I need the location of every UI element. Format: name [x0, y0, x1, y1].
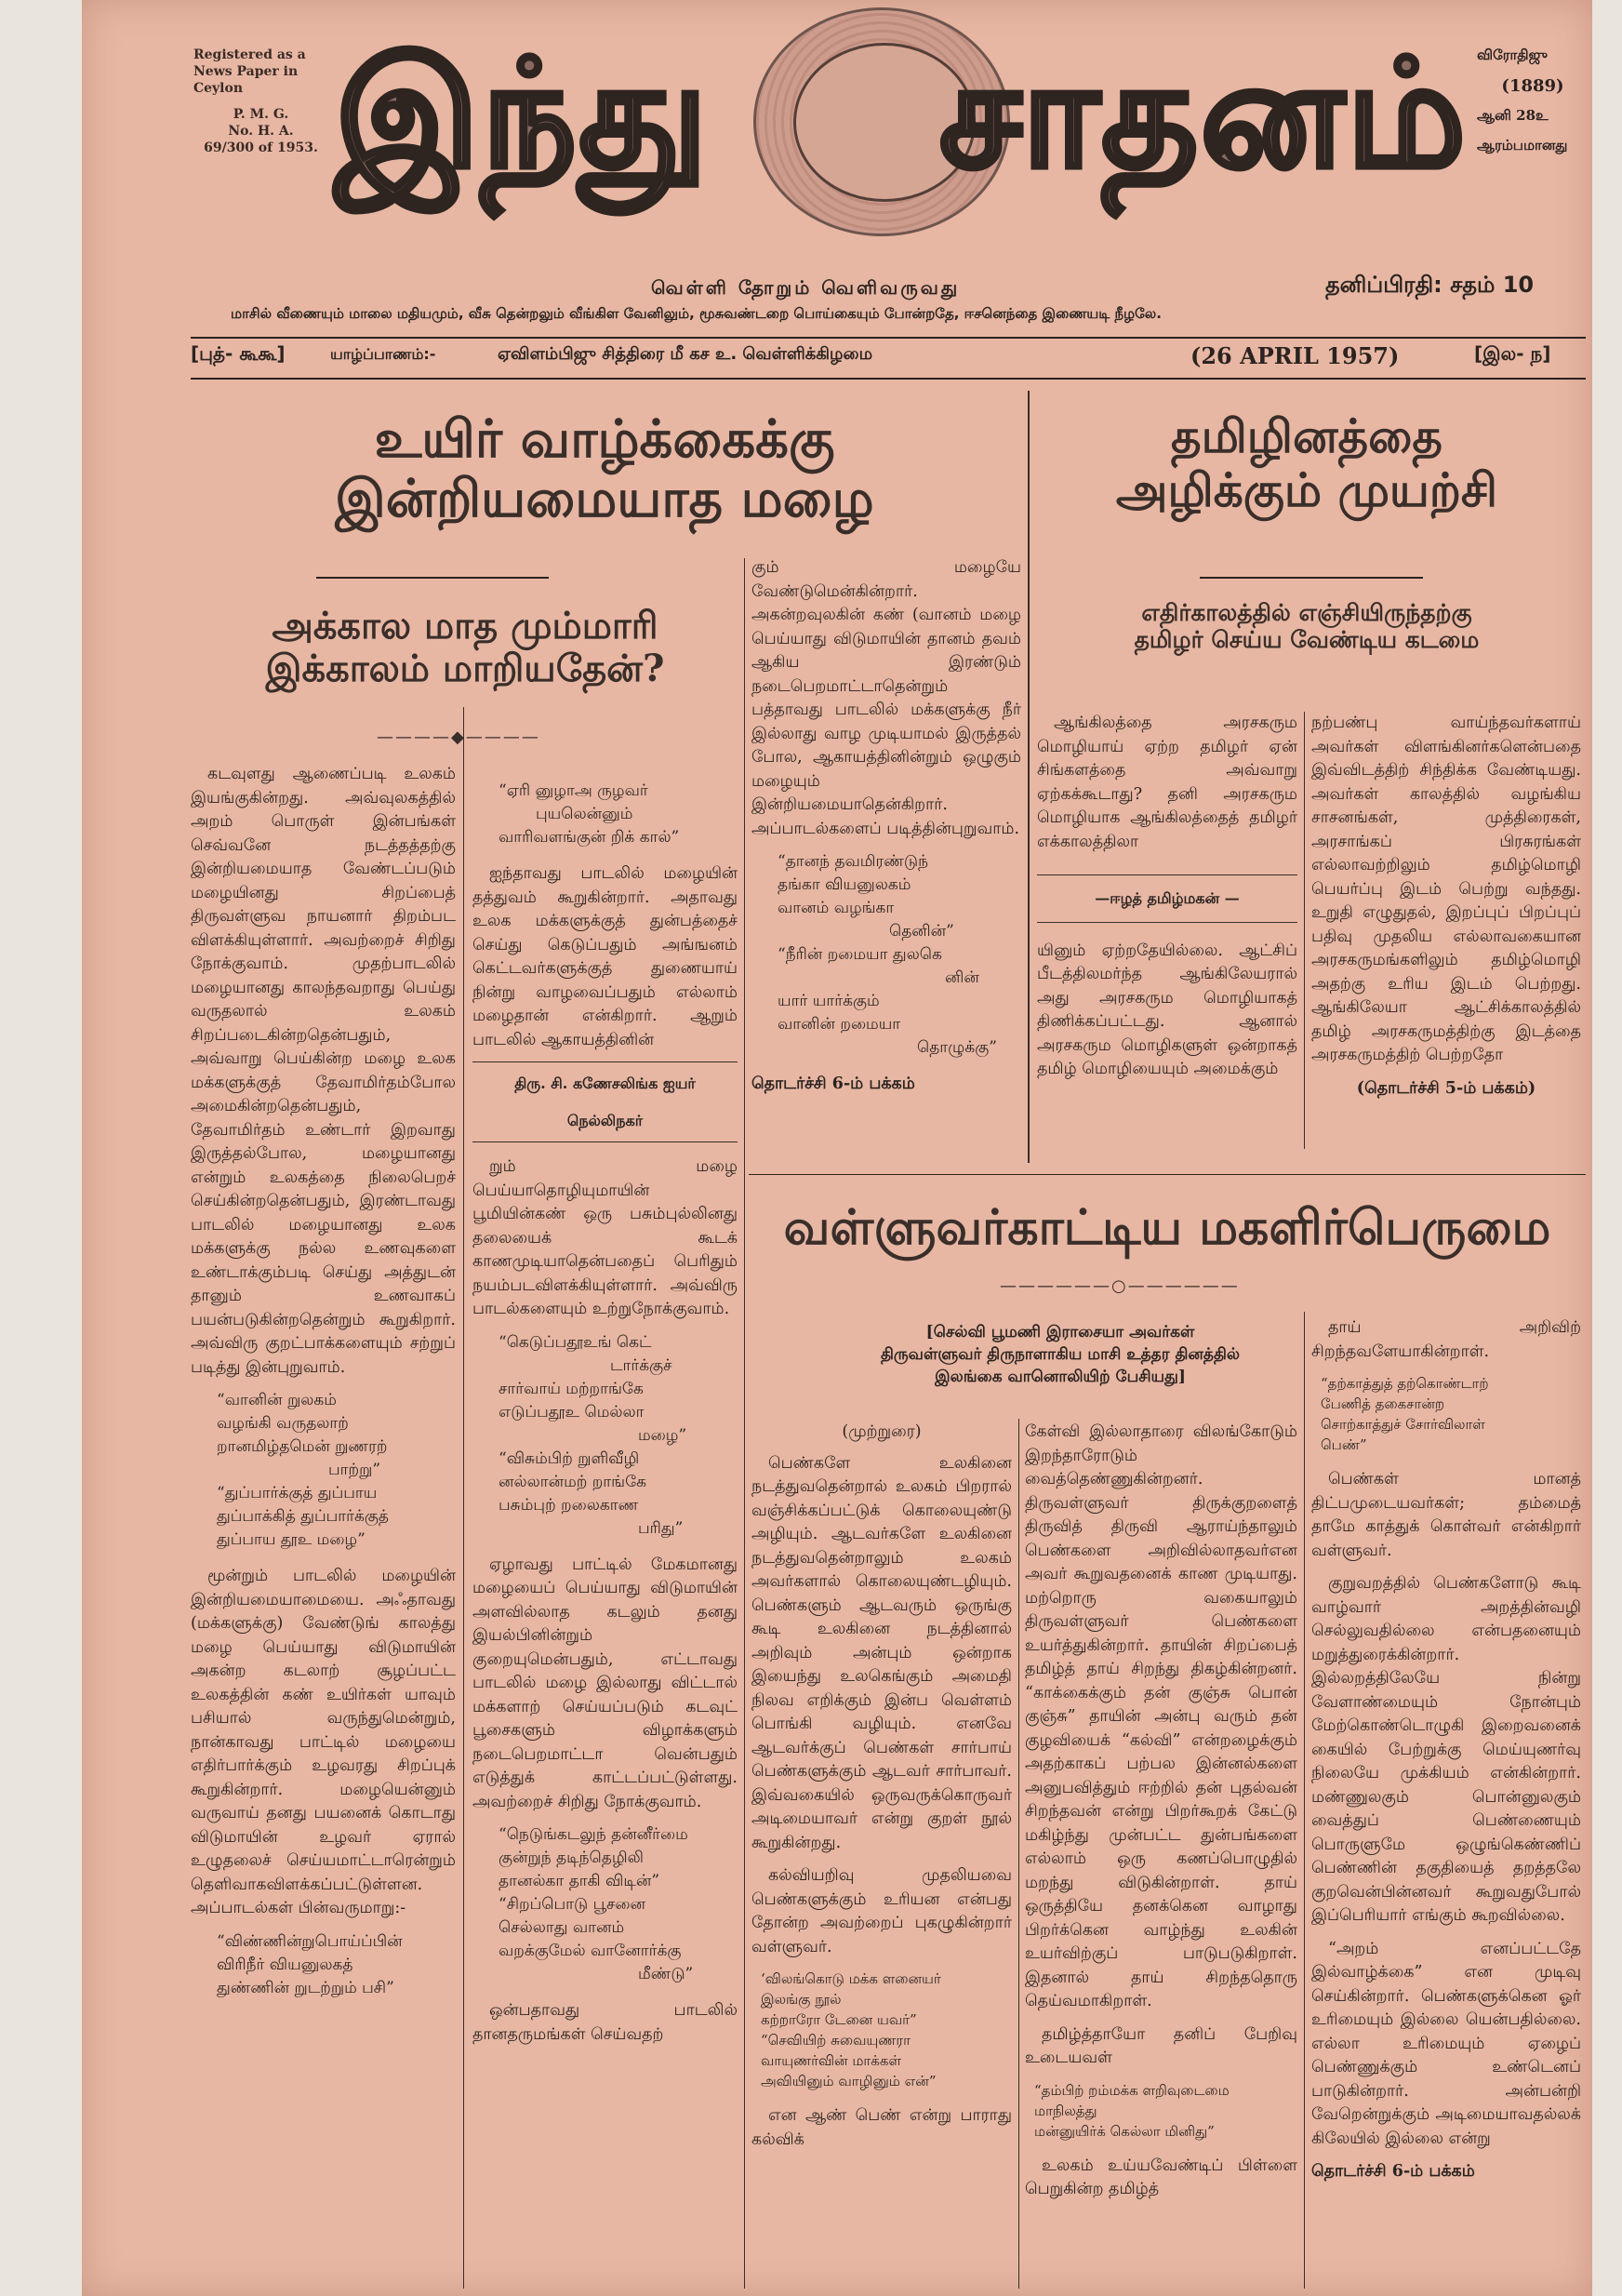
- registration-line: Registered as a: [193, 47, 306, 62]
- verse-line: னல்லான்மற் றாங்கே: [499, 1472, 647, 1491]
- article3-column3: [1311, 1316, 1581, 2184]
- author-box: [472, 1061, 738, 1142]
- verse: [472, 1331, 738, 1541]
- place: யாழ்ப்பாணம்:-: [330, 345, 436, 363]
- article3-column2: [1025, 1421, 1297, 2211]
- verse-line: “சிறப்பொடு பூசனை: [499, 1895, 645, 1914]
- verse-line: புயலென்னும்: [536, 805, 633, 823]
- masthead: [335, 7, 1469, 240]
- founding-label: ஆரம்பமானது: [1477, 137, 1568, 154]
- continued-note: தொடர்ச்சி 6-ம் பக்கம்: [751, 1075, 915, 1093]
- issue-number: [இல- ந]: [1474, 342, 1551, 365]
- continued-note: (தொடர்ச்சி 5-ம் பக்கம்): [1356, 1078, 1536, 1098]
- year-name: விரோதிஜு: [1477, 47, 1548, 63]
- verse-line: வழங்கி வருதலாற்: [217, 1414, 349, 1433]
- article3-intro: [818, 1321, 1302, 1388]
- registration-line: News Paper in: [193, 64, 299, 79]
- paragraph: ஆங்கிலத்தை அரசகரும மொழியாய் ஏற்ற தமிழர் ஏன் சிங்களத்தை அவ்வாறு ஏற்கக்கூடாது? தனி அரசகரும மொழியாக ஆங்கிலத்தைத் தமிழர் எக்காலத்திலா: [1037, 714, 1297, 851]
- verse-line: “செவியிற் சுவையுணரா: [761, 2032, 911, 2049]
- verse-line: “வானின் றுலகம்: [217, 1391, 337, 1409]
- verse-line: துப்பாக்கித் துப்பார்க்குத்: [217, 1507, 389, 1526]
- verse-line: “விண்ணின்றுபொய்ப்பின்: [217, 1931, 403, 1951]
- paragraph: ஐந்தாவது பாடலில் மழையின் தத்துவம் கூறுகின்றார். அதாவது உலக மக்களுக்குத் துன்பத்தைச் செய்து கெடுப்பதும் அங்ஙனம் கெட்டவர்களுக்குத் துணையாய் நின்று வாழவைப்பதும் எல்லாம் மழைதான் என்கிறார். ஆறும் பாடலில் ஆகாயத்தினின்: [472, 864, 738, 1049]
- verse-line: வாயுணர்வின் மாக்கள்: [761, 2052, 901, 2069]
- verse-line: “ஏரி னுழாஅ ருழவர்: [499, 781, 648, 800]
- verse-line: பெண்”: [1321, 1436, 1367, 1453]
- verse: [472, 1823, 738, 1986]
- verse-line: கற்றாரோ டேனை யவர்”: [761, 2011, 917, 2028]
- paragraph: யினும் ஏற்றதேயில்லை. ஆட்சிப் பீடத்திலமர்ந்த ஆங்கிலேயரால் அது அரசகரும மொழியாகத் திணிக்கப்பட்டது. ஆனால் அரசகரும மொழிகளுள் ஒன்றாகத் தமிழ் மொழியையும் அமைக்கும்: [1037, 941, 1297, 1078]
- article1-column3: [751, 556, 1021, 1097]
- verse-line: இலங்கு நூல்: [761, 1991, 842, 2008]
- divider: [316, 577, 549, 579]
- ornament-divider: ————◆————: [377, 728, 540, 747]
- article2-column2: [1311, 712, 1581, 1101]
- verse: [1311, 1373, 1581, 1455]
- masthead-year-box: [1477, 47, 1589, 167]
- paragraph: றும் மழை பெய்யாதொழியுமாயின் பூமியின்கண் ஒரு பசும்புல்லினது தலையைக் கூடக் காணமுடியாதென்பதைப் பெரிதும் நயம்படவிளக்கியுள்ளார். அவ்விரு பாடல்களையும் உற்றுநோக்குவாம்.: [472, 1157, 738, 1318]
- verse-line: “நெடுங்கடலுந் தன்னீர்மை: [499, 1825, 688, 1844]
- verse-line: “விசும்பிற் றுளிவீழி: [499, 1448, 640, 1468]
- byline-box: [1037, 874, 1297, 923]
- article1-column1: [191, 763, 456, 2013]
- author-name: திரு. சி. கணேசலிங்க ஐயர்: [514, 1075, 696, 1092]
- byline: —ஈழத் தமிழ்மகன் —: [1095, 889, 1240, 907]
- verse-line: சொற்காத்துச் சோர்விலாள்: [1321, 1416, 1485, 1433]
- verse: [751, 850, 1021, 1060]
- author-place: நெல்லிநகர்: [566, 1111, 644, 1129]
- verse-line: “நீரின் றமையா துலகெ: [778, 945, 942, 964]
- dateline: [191, 342, 1586, 380]
- verse-line: துப்பாய தூஉ மழை”: [217, 1530, 366, 1549]
- verse-line: பாற்று”: [328, 1461, 381, 1479]
- verse-line: “துப்பார்க்குத் துப்பாய: [217, 1484, 378, 1502]
- article1-column2: [472, 772, 738, 2056]
- tagline: வெள்ளி தோறும் வெளிவருவது: [651, 276, 961, 299]
- headline-line: தமிழினத்தை: [1171, 408, 1443, 463]
- verse-line: யார் யார்க்கும்: [778, 992, 880, 1010]
- paragraph: கடவுளது ஆணைப்படி உலகம் இயங்குகின்றது. அவ்வுலகத்தில் அறம் பொருள் இன்பங்கள் செவ்வனே நடத்தத்தற்கு இன்றியமையாத வேண்டப்படும் மழையினது சிறப்பைத் திருவள்ளுவ நாயனார் திறம்பட விளக்கியுள்ளார். அவற்றைச் சிறிது நோக்குவாம். முதற்பாடலில் மழையானது காலந்தவறாது பெய்து வருதலால் உலகம் சிறப்படைகின்றதென்பதும், அவ்வாறு பெய்கின்ற மழை உலக மக்களுக்குத் தேவாமிர்தம்போல அமைகின்றதென்பதும், தேவாமிர்தம் உண்டார் இறவாது இருத்தல்போல, மழையானது என்றும் உலகத்தை நிலைபெறச் செய்கின்றதென்பதும், இரண்டாவது பாடலில் மழையானது உலக மக்களுக்கு நல்ல உணவுகளை உண்டாக்கும்படி செய்து அத்துடன் தானும் உணவாகப் பயன்படுகின்றதென்றும் கூறுகிறார். அவ்விரு குறட்பாக்களையும் சற்றுப் படித்து இன்புறுவாம்.: [191, 765, 456, 1377]
- paragraph: கல்வியறிவு முதலியவை பெண்களுக்கும் உரியன என்பது தோன்ற அவற்றைப் புகழுகின்றார் வள்ளுவர்.: [751, 1866, 1012, 1956]
- verse-line: குன்றுந் தடிந்தெழிலி: [499, 1849, 644, 1867]
- column-rule: [1028, 391, 1030, 1163]
- verse-line: தெனின்”: [889, 922, 954, 941]
- intro-line: [செல்வி பூமணி இராசையா அவர்கள்: [925, 1323, 1195, 1342]
- year-founded: (1889): [1501, 76, 1564, 96]
- verse: [1025, 2080, 1297, 2142]
- article3-headline: வள்ளுவர்காட்டிய மகளிர்பெருமை: [783, 1199, 1551, 1256]
- paragraph: பெண்களே உலகினை நடத்துவதென்றால் உலகம் பிறரால் வஞ்சிக்கப்பட்டுக் கொலையுண்டு அழியும். ஆடவர்களே உலகினை நடத்துவதென்றாலும் உலகம் அவர்களால் கொலையுண்டழியும். பெண்களும் ஆடவரும் ஒருங்கு கூடி உலகினை நடத்தினால் அறிவும் அன்பும் ஒன்றாக இயைந்து உலகெங்கும் அமைதி நிலவ எறிக்கும் இன்ப வெள்ளம் பொங்கி வழியும். எனவே ஆடவர்க்குப் பெண்கள் சார்பாய் பெண்களுக்கும் ஆடவர் சார்பாவர். இவ்வகையில் ஒருவருக்கொருவர் அடிமையாவர் என்று குறள் நூல் கூறுகின்றது.: [751, 1453, 1012, 1852]
- pmg-line: 69/300 of 1953.: [204, 140, 318, 155]
- headline-line: உயிர் வாழ்க்கைக்கு: [374, 408, 835, 470]
- paragraph: ஏழாவது பாட்டில் மேகமானது மழையைப் பெய்யாது விடுமாயின் அளவில்லாத கடலும் தனது இயல்பினின்றும் குறையுமென்பதும், எட்டாவது பாடலில் மழை இல்லாது விட்டால் மக்களாற் செய்யப்படும் கடவுட் பூசைகளும் விழாக்களும் நடைபெறமாட்டா வென்பதும் எடுத்துக் காட்டப்பட்டுள்ளது. அவற்றைச் சிறிது நோக்குவாம்.: [472, 1555, 738, 1811]
- date-tamil: ஏவிளம்பிஜு சித்திரை மீ கச உ. வெள்ளிக்கிழமை: [498, 344, 873, 364]
- intro-line: திருவள்ளுவர் திருநாளாகிய மாசி உத்தர தினத்தில்: [880, 1345, 1240, 1364]
- article2-column1: [1037, 712, 1297, 1091]
- verse-line: பரிது”: [638, 1518, 684, 1538]
- verse-line: அவியினும் வாழினும் என்”: [761, 2073, 937, 2089]
- verse: [751, 1969, 1012, 2091]
- intro-line: இலங்கை வானொலியிற் பேசியது]: [935, 1368, 1186, 1386]
- volume: [புத்- கூகூ]: [191, 342, 286, 365]
- verse-line: விரிநீர் வியனுலகத்: [217, 1955, 353, 1974]
- paragraph: “அறம் எனப்பட்டதே இல்வாழ்க்கை” என முடிவு செய்கின்றார். பெண்களுக்கென ஓர் உரிமையும் இல்லை யென்பதில்லை. எல்லா உரிமையும் ஏழைப் பெண்ணுக்கும் உண்டெனப் பாடுகின்றார். அன்பன்றி வேறென்றுக்கும் அடிமையாவதல்லக் கிலேயில் இல்லை என்று: [1311, 1939, 1581, 2148]
- article3-column1: [751, 1421, 1012, 2161]
- verse: [472, 780, 738, 849]
- article2-headline: [1037, 409, 1576, 516]
- subhead-line: இக்காலம் மாறியதேன்?: [265, 647, 665, 690]
- headline-line: இன்றியமையாத மழை: [335, 468, 874, 530]
- article2-subhead: [1037, 600, 1576, 654]
- paragraph: கேள்வி இல்லாதாரை விலங்கோடும் இறந்தாரோடும் வைத்தெண்ணுகின்றனர். திருவள்ளுவர் திருக்குறளைத் திருவித் திருவி ஆராய்ந்தாலும் பெண்களை அறிவில்லாதவர்என அவர் கூறுவதனைக் காண முடியாது. மற்றொரு வகையாலும் திருவள்ளுவர் பெண்களை உயர்த்துகின்றார். தாயின் சிறப்பைத் தமிழ்த் தாய் சிறந்து திகழ்கின்றனர். “காக்கைக்கும் தன் குஞ்சு பொன் குஞ்சு” தாயின் அன்பு வரும் தன் குழவியைக் “கல்வி” என்றழைக்கும் அதற்காகப் பற்பல இன்னல்களை அனுபவித்தும் ஈற்றில் தன் புதல்வன் சிறந்தவன் என்று பிறர்கூறக் கேட்டு மகிழ்ந்து முன்பட்ட துன்பங்களை எல்லாம் ஒரு கணப்பொழுதில் மறந்து விடுகின்றாள். தாய் ஒருத்தியே தனக்கென வாழாது பிறர்க்கென வாழ்ந்து உலகின் உயர்விற்குப் பாடுபடுகிறாள். இதனால் தாய் சிறந்ததொரு தெய்வமாகிறாள்.: [1025, 1422, 1297, 2010]
- pmg-line: P. M. G.: [233, 107, 289, 122]
- divider: [191, 337, 1586, 339]
- column-rule: [1018, 1419, 1019, 2289]
- verse-line: னின்: [945, 968, 979, 987]
- paragraph: தமிழ்த்தாயோ தனிப் பேறிவு உடையவள்: [1025, 2024, 1297, 2067]
- paragraph: நற்பண்பு வாய்ந்தவர்களாய் அவர்கள் விளங்கினர்களென்பதை இவ்விடத்திற் சிந்திக்க வேண்டியது. அவர்கள் காலத்தில் வழங்கிய சாசனங்கள், முத்திரைகள், அரசாங்கப் பிரசுரங்கள் எல்லாவற்றிலும் தமிழ்மொழி பெயர்ப்பு இடம் பெற்று வந்தது. உறுதி எழுதுதல், இறப்புப் பிறப்புப் பதிவு முதலிய எல்லாவகையான அரசகருமங்களிலும் தமிழ்மொழி அதற்கு உரிய இடம் பெற்றது. ஆங்கிலேயா ஆட்சிக்காலத்தில் தமிழ் அரசகருமத்திற்கு இடத்தை அரசகருமத்திற் பெற்றதோ: [1311, 714, 1581, 1064]
- verse-line: மீண்டு”: [638, 1965, 694, 1983]
- divider: [749, 1174, 1586, 1175]
- founding-date: ஆனி 28உ: [1477, 107, 1549, 124]
- continued-note: தொடர்ச்சி 6-ம் பக்கம்: [1311, 2162, 1475, 2181]
- divider: [191, 378, 1586, 380]
- verse-line: எடுப்பதூஉ மெல்லா: [499, 1402, 645, 1422]
- verse-line: வானம் வழங்கா: [778, 899, 895, 917]
- paragraph: ஒன்பதாவது பாடலில் தானதருமங்கள் செய்வதற்: [472, 2001, 738, 2044]
- column-rule: [1304, 1312, 1305, 2289]
- price: தனிப்பிரதி: சதம் 10: [1325, 272, 1535, 298]
- column-rule: [463, 707, 464, 2289]
- verse-line: வானின் றமையா: [778, 1015, 901, 1034]
- subhead-line: தமிழர் செய்ய வேண்டிய கடமை: [1134, 625, 1480, 653]
- subhead-line: எதிர்காலத்தில் எஞ்சியிருந்தற்கு: [1141, 599, 1472, 626]
- divider: [1200, 577, 1423, 579]
- verse-line: டார்க்குச்: [610, 1355, 672, 1375]
- ornament-divider: ——————○——————: [1000, 1276, 1240, 1296]
- headline-line: அழிக்கும் முயற்சி: [1115, 461, 1498, 517]
- registration-notice: [193, 47, 328, 156]
- date-english: (26 APRIL 1957): [1190, 342, 1400, 369]
- verse-line: வறக்குமேல் வானோர்க்கு: [499, 1942, 682, 1960]
- article1-headline: [191, 409, 1018, 529]
- verse-line: பேணித் தகைசான்ற: [1321, 1395, 1445, 1412]
- verse-line: “தற்காத்துத் தற்கொண்டாற்: [1321, 1375, 1489, 1392]
- subhead-line: அக்கால மாத மும்மாரி: [272, 604, 658, 647]
- verse-line: வாரிவளங்குன் றிக் கால்”: [499, 828, 680, 847]
- paragraph: உலகம் உய்யவேண்டிப் பிள்ளை பெறுகின்ற தமிழ்த்: [1025, 2156, 1297, 2198]
- verse: [191, 1930, 456, 2000]
- verse-line: செல்லாது வானம்: [499, 1918, 625, 1937]
- verse: [191, 1389, 456, 1552]
- article1-subhead: [191, 605, 739, 690]
- verse-line: “கெடுப்பதூஉங் கெட்: [499, 1332, 652, 1352]
- verse-line: “தானந் தவமிரண்டுந்: [778, 852, 929, 871]
- paragraph: குறுவறத்தில் பெண்களோடு கூடி வாழ்வார் அறத்தின்வழி செல்லுவதில்லை என்பதனையும் மறுத்துரைக்கின்றார். இல்லறத்திலேயே நின்று வேளாண்மையும் நோன்பும் மேற்கொண்டொழுகி இறைவனைக் கையில் பேற்றுக்கு மெய்யுணர்வு நிலையே முக்கியம் என்கின்றார். மண்ணுலகும் பொன்னுலகும் வைத்துப் பெண்ணையும் பொருளுமே ஒழுங்கெண்ணிப் பெண்ணின் தகுதியைத் தறத்தலே குறவென்பின்னவர் கூறுவதுபோல் இப்பெரியார் எங்கும் கூறவில்லை.: [1311, 1574, 1581, 1925]
- masthead-title-left: இந்து: [335, 26, 711, 201]
- verse-line: மழை”: [638, 1425, 687, 1445]
- paragraph: தாய் அறிவிற் சிறந்தவளேயாகின்றாள்.: [1311, 1318, 1581, 1361]
- verse-line: மன்னுயிர்க் கெல்லா மினிது”: [1034, 2122, 1215, 2140]
- paragraph: என ஆண் பெண் என்று பாராது கல்விக்: [751, 2106, 1012, 2149]
- verse-line: பசும்புற் றலைகாண: [499, 1495, 639, 1515]
- paragraph: மூன்றும் பாடலில் மழையின் இன்றியமையாமையை. அஃதாவது (மக்களுக்கு) வேண்டுங் காலத்து மழை பெய்யாது விடுமாயின் அகன்ற கடலாற் சூழப்பட்ட உலகத்தின் கண் உயிர்கள் யாவும் பசியால் வருந்துமென்றும், நான்காவது பாட்டில் மழையை எதிர்பார்க்கும் உழவரது சிறப்புக் கூறுகின்றார். மழையென்னும் வருவாய் தனது பயனைக் கொடாது விடுமாயின் உழவர் ஏரால் உழுதலைச் செய்யமாட்டாரென்றும் தெளிவாகவிளக்கப்பட்டுள்ளன. அப்பாடல்கள் பின்வருமாறு:-: [191, 1567, 456, 1917]
- verse-line: மாநிலத்து: [1034, 2102, 1097, 2119]
- masthead-title-right: சாதனம்: [939, 26, 1469, 201]
- verse-line: றானமிழ்தமென் றுணரற்: [217, 1437, 388, 1456]
- paragraph: பெண்கள் மானத் திட்பமுடையவர்கள்; தம்மைத் தாமே காத்துக் கொள்வர் என்கிறார் வள்ளுவர்.: [1311, 1470, 1581, 1560]
- motto: மாசில் வீணையும் மாலை மதியமும், வீசு தென்றலும் வீங்கிள வேனிலும், மூசுவண்டறை பொய்கையும் போன்றதே, ஈசனெந்தை இணையடி நீழலே.: [231, 305, 1162, 322]
- column-rule: [1304, 712, 1305, 1149]
- continuation-mark: (முற்றுரை): [842, 1422, 922, 1441]
- verse-line: தங்கா வியனுலகம்: [778, 875, 911, 894]
- verse-line: ‘விலங்கொடு மக்க ளனையர்: [761, 1970, 941, 1987]
- verse-line: தொழுக்கு”: [917, 1038, 997, 1057]
- verse-line: துண்ணின் றுடற்றும் பசி”: [217, 1978, 394, 1997]
- verse-line: தானல்கா தாகி விடின்”: [499, 1872, 660, 1890]
- registration-line: Ceylon: [193, 81, 244, 96]
- paragraph: கும் மழையே வேண்டுமென்கின்றார். அகன்றவுலகின் கண் (வானம் மழை பெய்யாது விடுமாயின் தானம் தவம் ஆகிய இரண்டும் நடைபெறமாட்டாதென்றும் பத்தாவது பாடலில் மக்களுக்கு நீர் இல்லாது வாழ முடியாமல் இருத்தல் போல, ஆகாயத்தினின்றும் ஒழுகும் மழையும் இன்றியமையாதென்கிறார். அப்பாடல்களைப் படித்தின்புறுவாம்.: [751, 558, 1021, 838]
- column-rule: [744, 558, 745, 2289]
- pmg-line: No. H. A.: [228, 124, 294, 139]
- verse-line: சார்வாய் மற்றாங்கே: [499, 1379, 644, 1398]
- verse-line: “தம்பிற் றம்மக்க ளறிவுடைமை: [1034, 2081, 1230, 2099]
